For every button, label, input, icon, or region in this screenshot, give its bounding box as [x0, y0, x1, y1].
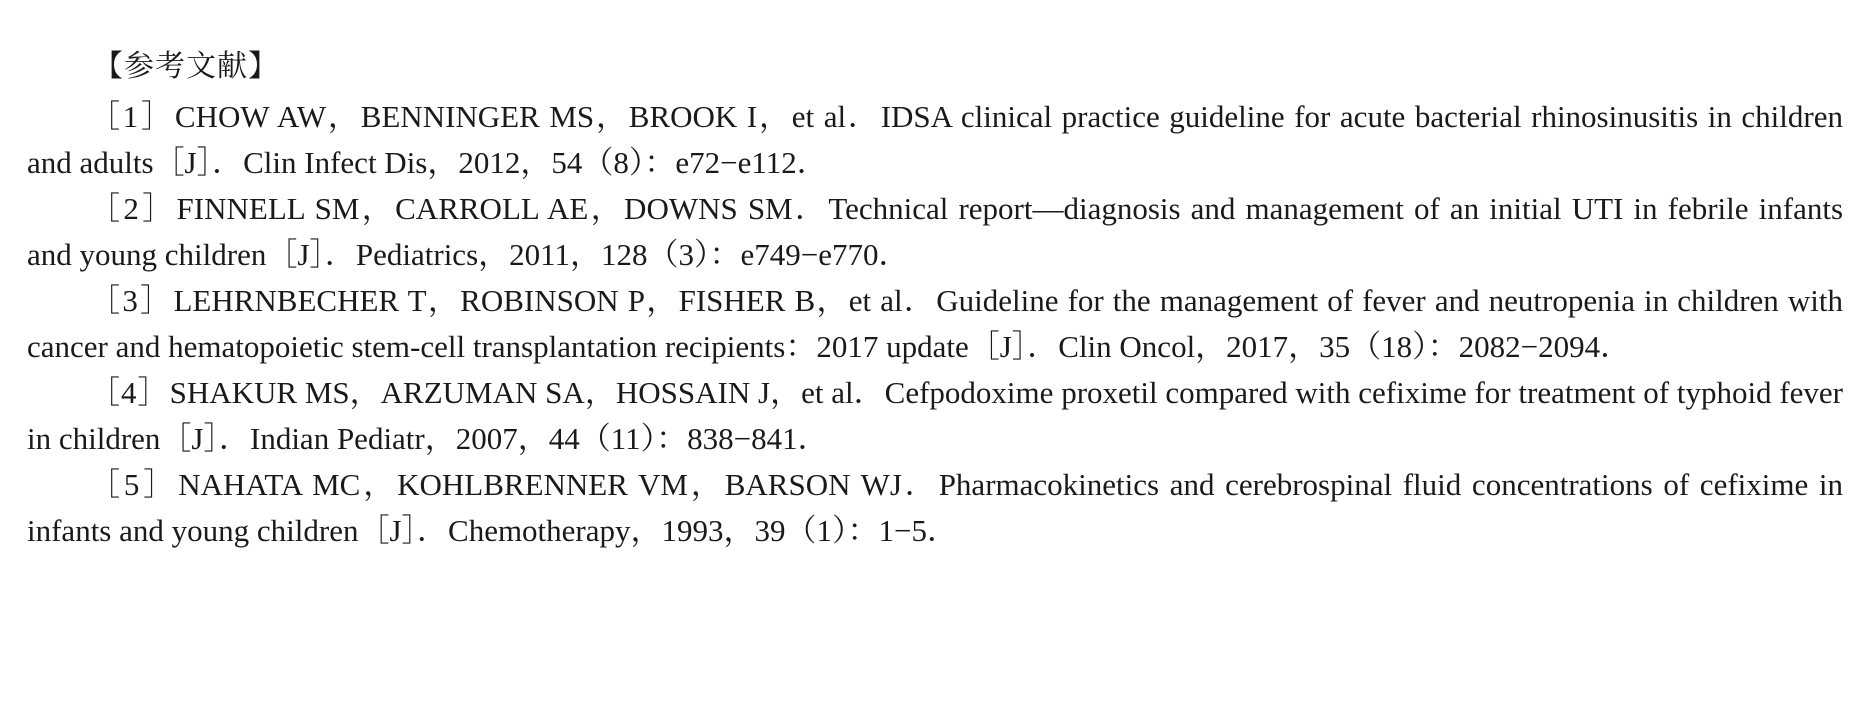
reference-text: LEHRNBECHER T，ROBINSON P，FISHER B，et al．Guideline for the management of fever and neutropenia in children with cancer and hematopoietic stem-cell transplantation recipients：2017 update［J］．Clin Oncol，2017，35（18）：2082−2094．: [27, 283, 1843, 364]
reference-number: ［1］: [89, 99, 175, 134]
reference-list: [27, 94, 1843, 554]
reference-page: [27, 40, 1843, 554]
reference-text: FINNELL SM，CARROLL AE，DOWNS SM．Technical report—diagnosis and management of an initial UTI in febrile infants and young children［J］．Pediatrics，2011，128（3）：e749−e770．: [27, 191, 1844, 272]
reference-item-3: [27, 278, 1843, 370]
reference-text: SHAKUR MS，ARZUMAN SA，HOSSAIN J，et al．Cefpodoxime proxetil compared with cefixime for treatment of typhoid fever in children［J］．Indian Pediatr，2007，44（11）：838−841．: [27, 375, 1843, 456]
reference-item-5: [27, 462, 1843, 554]
reference-text: CHOW AW，BENNINGER MS，BROOK I，et al．IDSA clinical practice guideline for acute bacterial rhinosinusitis in children and adults［J］．Clin Infect Dis，2012，54（8）：e72−e112．: [27, 99, 1843, 180]
reference-number: ［5］: [89, 467, 179, 502]
reference-item-2: [27, 186, 1843, 278]
reference-number: ［2］: [89, 191, 177, 226]
reference-item-1: [27, 94, 1843, 186]
references-heading: 【参考文献】: [93, 49, 279, 84]
reference-number: ［4］: [89, 375, 170, 410]
reference-item-4: [27, 370, 1843, 462]
reference-number: ［3］: [89, 283, 174, 318]
reference-text: NAHATA MC，KOHLBRENNER VM，BARSON WJ．Pharmacokinetics and cerebrospinal fluid concentrations of cefixime in infants and young children［J］．Chemotherapy，1993，39（1）：1−5．: [27, 467, 1844, 548]
